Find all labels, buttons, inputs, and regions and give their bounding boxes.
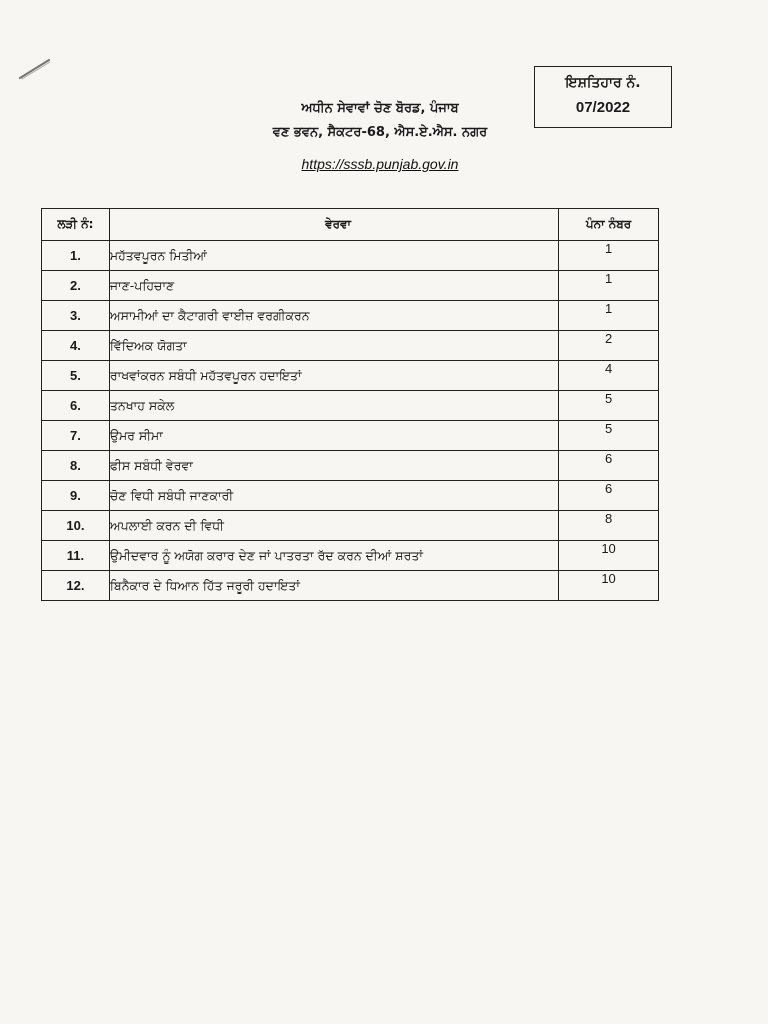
- row-description: ਅਸਾਮੀਆਂ ਦਾ ਕੈਟਾਗਰੀ ਵਾਈਜ਼ ਵਰਗੀਕਰਨ: [109, 301, 558, 331]
- row-description: ਅਪਲਾਈ ਕਰਨ ਦੀ ਵਿਧੀ: [109, 511, 558, 541]
- row-serial: 4.: [42, 331, 110, 361]
- row-description: ਉਮਰ ਸੀਮਾ: [109, 421, 558, 451]
- table-row: [42, 571, 659, 601]
- table-row: [42, 301, 659, 331]
- organization-address: ਵਣ ਭਵਨ, ਸੈਕਟਰ-68, ਐਸ.ਏ.ਐਸ. ਨਗਰ: [272, 125, 488, 140]
- advertisement-label: ਇਸ਼ਤਿਹਾਰ ਨੰ.: [565, 75, 641, 91]
- advertisement-number: 07/2022: [575, 99, 631, 116]
- row-page: 5: [559, 421, 659, 451]
- table-row: [42, 421, 659, 451]
- row-serial: 11.: [42, 541, 110, 571]
- table-row: [42, 241, 659, 271]
- page-header: ਪੰਨਾ ਨੰਬਰ: [559, 209, 659, 241]
- document-header: [200, 100, 560, 173]
- table-row: [42, 541, 659, 571]
- row-page: 1: [559, 241, 659, 271]
- advertisement-number-box: [534, 66, 672, 128]
- row-description: ਫੀਸ ਸਬੰਧੀ ਵੇਰਵਾ: [109, 451, 558, 481]
- row-serial: 3.: [42, 301, 110, 331]
- row-description: ਜਾਣ-ਪਹਿਚਾਣ: [109, 271, 558, 301]
- row-page: 8: [559, 511, 659, 541]
- row-description: ਉਮੀਦਵਾਰ ਨੂੰ ਅਯੋਗ ਕਰਾਰ ਦੇਣ ਜਾਂ ਪਾਤਰਤਾ ਰੱਦ ਕਰਨ ਦੀਆਂ ਸ਼ਰਤਾਂ: [109, 541, 558, 571]
- row-serial: 7.: [42, 421, 110, 451]
- row-description: ਵਿੱਦਿਅਕ ਯੋਗਤਾ: [109, 331, 558, 361]
- row-serial: 6.: [42, 391, 110, 421]
- row-page: 10: [559, 571, 659, 601]
- row-page: 1: [559, 271, 659, 301]
- organization-name: ਅਧੀਨ ਸੇਵਾਵਾਂ ਚੋਣ ਬੋਰਡ, ਪੰਜਾਬ: [301, 101, 459, 116]
- table-row: [42, 361, 659, 391]
- row-page: 6: [559, 481, 659, 511]
- website-link[interactable]: https://sssb.punjab.gov.in: [301, 156, 459, 172]
- table-row: [42, 481, 659, 511]
- row-serial: 5.: [42, 361, 110, 391]
- row-page: 2: [559, 331, 659, 361]
- row-page: 4: [559, 361, 659, 391]
- row-description: ਬਿਨੈਕਾਰ ਦੇ ਧਿਆਨ ਹਿੱਤ ਜਰੂਰੀ ਹਦਾਇਤਾਂ: [109, 571, 558, 601]
- contents-table: [41, 208, 659, 601]
- row-serial: 12.: [42, 571, 110, 601]
- table-row: [42, 271, 659, 301]
- row-page: 6: [559, 451, 659, 481]
- row-description: ਰਾਖਵਾਂਕਰਨ ਸਬੰਧੀ ਮਹੱਤਵਪੂਰਨ ਹਦਾਇਤਾਂ: [109, 361, 558, 391]
- row-serial: 10.: [42, 511, 110, 541]
- row-serial: 9.: [42, 481, 110, 511]
- row-description: ਮਹੱਤਵਪੂਰਨ ਮਿਤੀਆਂ: [109, 241, 558, 271]
- row-page: 5: [559, 391, 659, 421]
- row-page: 10: [559, 541, 659, 571]
- pencil-icon: [18, 58, 52, 80]
- row-serial: 2.: [42, 271, 110, 301]
- row-serial: 1.: [42, 241, 110, 271]
- row-serial: 8.: [42, 451, 110, 481]
- row-description: ਤਨਖਾਹ ਸਕੇਲ: [109, 391, 558, 421]
- table-row: [42, 391, 659, 421]
- row-page: 1: [559, 301, 659, 331]
- table-header-row: [42, 209, 659, 241]
- table-row: [42, 511, 659, 541]
- row-description: ਚੋਣ ਵਿਧੀ ਸਬੰਧੀ ਜਾਣਕਾਰੀ: [109, 481, 558, 511]
- description-header: ਵੇਰਵਾ: [109, 209, 558, 241]
- table-row: [42, 331, 659, 361]
- serial-header: ਲੜੀ ਨੰ:: [42, 209, 110, 241]
- table-row: [42, 451, 659, 481]
